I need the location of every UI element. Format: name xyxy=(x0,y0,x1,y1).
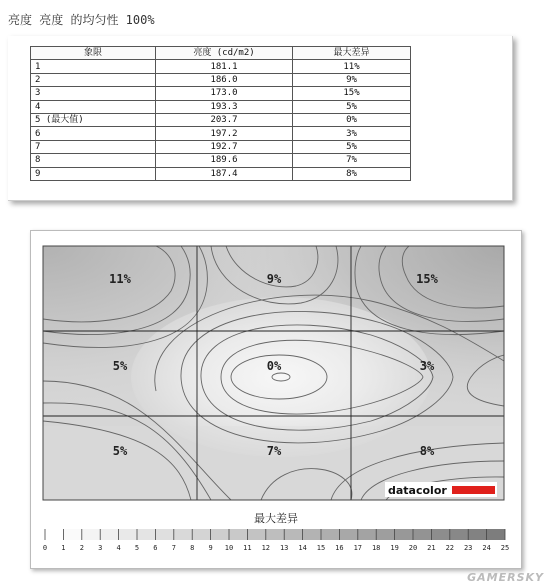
table-row xyxy=(31,87,411,100)
datacolor-logo-text: datacolor xyxy=(388,484,447,497)
scale-tick-label: 8 xyxy=(190,544,195,552)
scale-tick-label: 16 xyxy=(335,544,344,552)
scale-swatch xyxy=(192,529,210,540)
scale-swatch xyxy=(82,529,100,540)
cell-luminance: 193.3 xyxy=(156,100,293,113)
scale-tick-label: 5 xyxy=(134,544,140,552)
cell-max-diff: 15% xyxy=(293,87,411,100)
table-row xyxy=(31,127,411,140)
scale-tick-label: 10 xyxy=(224,544,234,552)
scale-tick-label: 18 xyxy=(371,544,381,552)
table-row xyxy=(31,140,411,153)
cell-luminance: 189.6 xyxy=(156,154,293,167)
cell-max-diff: 0% xyxy=(293,113,411,126)
scale-tick-label: 7 xyxy=(171,544,176,552)
zone-label-8: 7% xyxy=(266,444,282,458)
zone-label-1: 11% xyxy=(109,272,131,286)
scale-tick-label: 24 xyxy=(482,544,491,552)
table-row xyxy=(31,154,411,167)
cell-quadrant: 1 xyxy=(31,60,156,73)
scale-tick-label: 9 xyxy=(208,544,213,552)
scale-bar xyxy=(43,529,509,552)
cell-max-diff: 11% xyxy=(293,60,411,73)
scale-swatch xyxy=(376,529,394,540)
scale-swatch xyxy=(450,529,468,540)
zone-label-3: 15% xyxy=(416,272,438,286)
cell-max-diff: 3% xyxy=(293,127,411,140)
scale-swatch xyxy=(284,529,302,540)
scale-tick-label: 17 xyxy=(353,544,363,552)
cell-luminance: 186.0 xyxy=(156,73,293,86)
scale-swatch xyxy=(266,529,284,540)
uniformity-map xyxy=(31,231,521,568)
scale-swatch xyxy=(174,529,192,540)
scale-tick-label: 19 xyxy=(390,544,399,552)
uniformity-table xyxy=(30,46,411,181)
cell-quadrant: 2 xyxy=(31,73,156,86)
cell-quadrant: 6 xyxy=(31,127,156,140)
scale-tick-label: 1 xyxy=(61,544,66,552)
cell-luminance: 192.7 xyxy=(156,140,293,153)
zone-label-9: 8% xyxy=(419,444,435,458)
cell-quadrant: 4 xyxy=(31,100,156,113)
scale-swatch xyxy=(247,529,265,540)
scale-swatch xyxy=(339,529,357,540)
scale-title: 最大差异 xyxy=(254,512,298,525)
scale-swatch xyxy=(100,529,118,540)
zone-label-7: 5% xyxy=(112,444,128,458)
table-row xyxy=(31,60,411,73)
scale-tick-label: 11 xyxy=(243,544,252,552)
zone-label-6: 3% xyxy=(419,359,435,373)
table-row xyxy=(31,73,411,86)
zone-label-2: 9% xyxy=(266,272,282,286)
cell-max-diff: 9% xyxy=(293,73,411,86)
uniformity-map-card xyxy=(30,230,522,569)
scale-tick-label: 0 xyxy=(42,544,48,552)
cell-quadrant: 5 (最大值) xyxy=(31,113,156,126)
col-header-luminance: 亮度 (cd/m2) xyxy=(156,47,293,60)
scale-swatch xyxy=(229,529,247,540)
scale-tick-label: 3 xyxy=(98,544,103,552)
cell-luminance: 181.1 xyxy=(156,60,293,73)
datacolor-logo-bar xyxy=(452,486,495,494)
scale-swatch xyxy=(63,529,81,540)
scale-swatch xyxy=(321,529,339,540)
scale-tick-label: 13 xyxy=(279,544,289,552)
cell-quadrant: 3 xyxy=(31,87,156,100)
scale-tick-label: 4 xyxy=(116,544,121,552)
cell-quadrant: 7 xyxy=(31,140,156,153)
zone-label-4: 5% xyxy=(112,359,128,373)
scale-swatch xyxy=(468,529,486,540)
scale-swatch xyxy=(137,529,155,540)
table-header-row xyxy=(31,47,411,60)
scale-swatch xyxy=(487,529,505,540)
zone-label-5: 0% xyxy=(266,359,282,373)
scale-tick-label: 2 xyxy=(79,544,84,552)
cell-quadrant: 9 xyxy=(31,167,156,180)
scale-tick-label: 12 xyxy=(261,544,271,552)
gamersky-watermark: GAMERSKY xyxy=(467,571,544,584)
uniformity-table-card xyxy=(8,36,513,201)
scale-tick-label: 20 xyxy=(408,544,418,552)
scale-swatch xyxy=(395,529,413,540)
scale-swatch xyxy=(413,529,431,540)
datacolor-logo xyxy=(385,482,497,497)
scale-tick-label: 14 xyxy=(298,544,307,552)
cell-max-diff: 5% xyxy=(293,140,411,153)
scale-swatch xyxy=(358,529,376,540)
cell-luminance: 173.0 xyxy=(156,87,293,100)
scale-swatch xyxy=(155,529,173,540)
col-header-max-diff: 最大差异 xyxy=(293,47,411,60)
cell-quadrant: 8 xyxy=(31,154,156,167)
cell-luminance: 203.7 xyxy=(156,113,293,126)
scale-swatch xyxy=(211,529,229,540)
scale-swatch xyxy=(303,529,321,540)
table-row xyxy=(31,113,411,126)
cell-luminance: 197.2 xyxy=(156,127,293,140)
scale-tick-label: 21 xyxy=(427,544,436,552)
cell-luminance: 187.4 xyxy=(156,167,293,180)
page-title: 亮度 亮度 的均匀性 100% xyxy=(8,13,155,27)
scale-tick-label: 22 xyxy=(445,544,455,552)
scale-swatch xyxy=(431,529,449,540)
table-row xyxy=(31,100,411,113)
cell-max-diff: 8% xyxy=(293,167,411,180)
scale-tick-label: 25 xyxy=(500,544,510,552)
scale-tick-label: 6 xyxy=(153,544,158,552)
cell-max-diff: 7% xyxy=(293,154,411,167)
scale-tick-label: 15 xyxy=(316,544,326,552)
scale-swatch xyxy=(119,529,137,540)
scale-swatch xyxy=(45,529,63,540)
scale-tick-label: 23 xyxy=(463,544,473,552)
col-header-quadrant: 象限 xyxy=(31,47,156,60)
table-row xyxy=(31,167,411,180)
cell-max-diff: 5% xyxy=(293,100,411,113)
